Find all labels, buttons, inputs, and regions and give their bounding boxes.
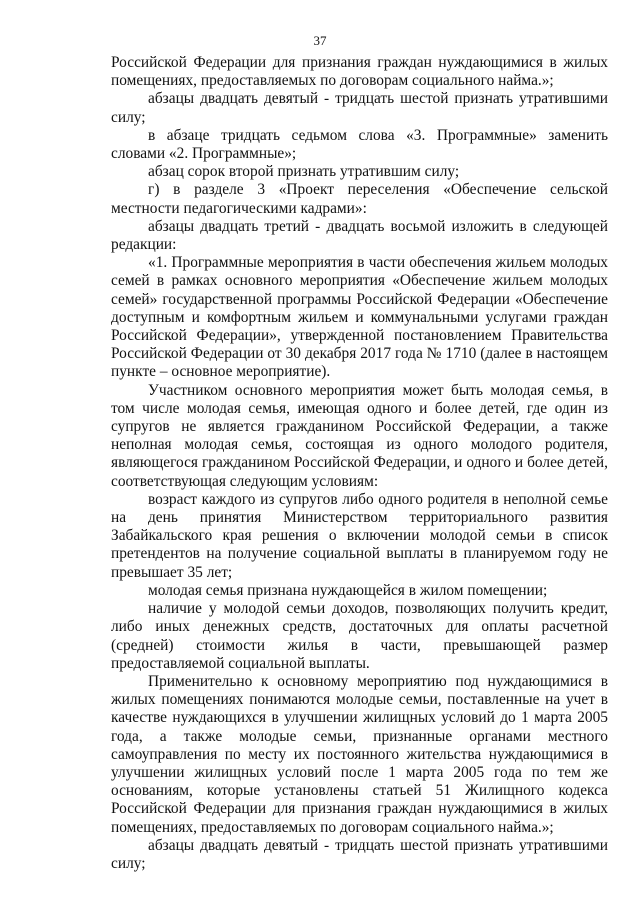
paragraph: «1. Программные мероприятия в части обеспечения жильем молодых семей в рамках основного мероприятия «Обеспечение жильем молодых семей» государственной программы Российской Федерации «Обеспечение доступным и комфортным жильем и коммунальными услугами граждан Российской Федерации», утвержденной постановлением Правительства Российской Федерации от 30 декабря 2017 года № 1710 (далее в настоящем пункте – основное мероприятие). bbox=[111, 254, 608, 381]
paragraph: Участником основного мероприятия может быть молодая семья, в том числе молодая семья, имеющая одного и более детей, где один из супругов не является гражданином Российской Федерации, а также неполная молодая семья, состоящая из одного молодого родителя, являющегося гражданином Российской Федерации, и одного и более детей, соответствующая следующим условиям: bbox=[111, 381, 608, 490]
paragraph: возраст каждого из супругов либо одного родителя в неполной семье на день принятия Министерством территориального развития Забайкальского края решения о включении молодой семьи в список претендентов на получение социальной выплаты в планируемом году не превышает 35 лет; bbox=[111, 490, 608, 581]
paragraph: Применительно к основному мероприятию под нуждающимися в жилых помещениях понимаются молодые семьи, поставленные на учет в качестве нуждающихся в улучшении жилищных условий до 1 марта 2005 года, а также молодые семьи, признанные органами местного самоуправления по месту их постоянного жительства нуждающимися в улучшении жилищных условий после 1 марта 2005 года по тем же основаниям, которые установлены статьей 51 Жилищного кодекса Российской Федерации для признания граждан нуждающимися в жилых помещениях, предоставляемых по договорам социального найма.»; bbox=[111, 672, 608, 836]
paragraph: г) в разделе 3 «Проект переселения «Обеспечение сельской местности педагогическими кадрами»: bbox=[111, 181, 608, 217]
paragraph: абзацы двадцать девятый - тридцать шестой признать утратившими силу; bbox=[111, 836, 608, 872]
paragraph: абзац сорок второй признать утратившим силу; bbox=[148, 163, 460, 181]
paragraph: абзацы двадцать третий - двадцать восьмой изложить в следующей редакции: bbox=[111, 217, 608, 254]
page-number: 37 bbox=[313, 33, 327, 48]
paragraph: абзацы двадцать девятый - тридцать шестой признать утратившими силу; bbox=[111, 90, 608, 126]
paragraph: наличие у молодой семьи доходов, позволяющих получить кредит, либо иных денежных средств, достаточных для оплаты расчетной (средней) стоимости жилья в части, превышающей размер предоставляемой социальной выплаты. bbox=[111, 600, 608, 672]
paragraph: молодая семья признана нуждающейся в жилом помещении; bbox=[148, 581, 548, 599]
paragraph-continuation: Российской Федерации для признания граждан нуждающимися в жилых помещениях, предоставляемых по договорам социального найма.»; bbox=[111, 54, 608, 90]
text-body bbox=[111, 54, 608, 873]
paragraph: в абзаце тридцать седьмом слова «3. Программные» заменить словами «2. Программные»; bbox=[111, 126, 608, 163]
